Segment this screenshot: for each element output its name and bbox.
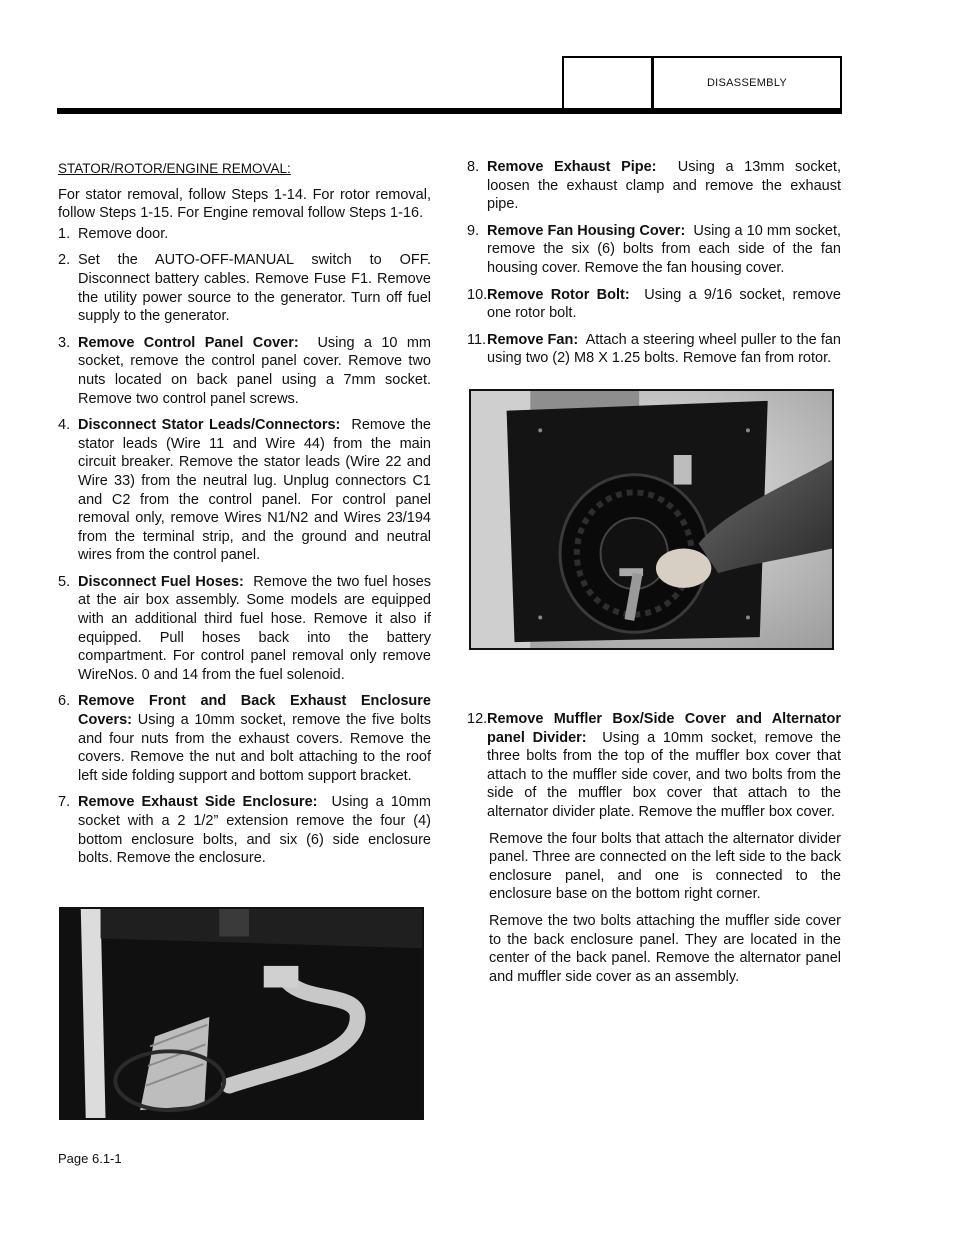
- step-text: Using a 10mm socket with a 2 1/2” extension remove the four (4) bottom enclosure bolts, and six (6) side enclosure bolts. Remove the enclosure.: [78, 794, 432, 867]
- step-text: Using a 13mm socket, loosen the exhaust clamp and remove the exhaust pipe.: [487, 159, 841, 213]
- step-text: Using a 10 mm socket, remove the six (6) bolts from each side of the fan housing cover. Remove the fan housing cover.: [487, 222, 842, 276]
- header-rule: [57, 108, 842, 114]
- step-text: Using a 10 mm socket, remove the control panel cover. Remove two nuts located on back panel using a 7mm socket. Remove two control panel screws.: [78, 334, 431, 407]
- step-7: [58, 793, 431, 867]
- step-text: Using a 10mm socket, remove the three bolts from the top of the muffler box cover that attach to the muffler side cover, and two bolts from the side of the muffler box cover that attach to the alternator divider plate. Remove the muffler box cover.: [487, 729, 841, 820]
- step-label: Remove Rotor Bolt:: [487, 286, 630, 303]
- step-body: [78, 251, 431, 325]
- step-4: [58, 416, 431, 565]
- step-8: [467, 158, 841, 214]
- step-2: [58, 251, 431, 325]
- step-label: Remove Exhaust Side Enclosure:: [78, 794, 318, 811]
- step-number: 12.: [467, 711, 488, 727]
- step-label: Disconnect Stator Leads/Connectors:: [78, 417, 341, 434]
- step-body: [78, 793, 431, 867]
- step-body: [487, 710, 841, 822]
- step-number: 9.: [467, 222, 480, 239]
- intro-paragraph: For stator removal, follow Steps 1-14. For rotor removal, follow Steps 1-15. For Engine removal follow Steps 1-16.: [58, 186, 431, 222]
- step-body: [487, 331, 841, 368]
- step-text: Remove door.: [78, 225, 169, 242]
- left-column: [58, 160, 431, 876]
- section-label: DISASSEMBLY: [706, 77, 788, 89]
- fan-removal-photo: [469, 389, 834, 650]
- step-label: Remove Fan:: [487, 331, 579, 348]
- step-number: 2.: [58, 252, 71, 269]
- step-number: 7.: [58, 794, 71, 811]
- step-3: [58, 334, 431, 408]
- header-section-box: [653, 56, 842, 108]
- step-text: Set the AUTO-OFF-MANUAL switch to OFF. Disconnect battery cables. Remove Fuse F1. Remove the utility power source to the generator. Turn off fuel supply to the generator.: [78, 252, 431, 325]
- right-column-lower: [467, 710, 841, 994]
- step-10: [467, 286, 841, 323]
- section-title: STATOR/ROTOR/ENGINE REMOVAL:: [58, 161, 291, 176]
- step-number: 8.: [467, 159, 480, 175]
- step-number: 10.: [467, 286, 488, 303]
- step-number: 4.: [58, 417, 71, 434]
- step-body: [78, 225, 431, 244]
- step-1: [58, 225, 431, 244]
- right-column: [467, 158, 841, 376]
- step-5: [58, 573, 431, 685]
- step-body: [487, 286, 841, 323]
- step-text: Using a 10mm socket, remove the five bolts and four nuts from the exhaust covers. Remove the covers. Remove the nut and bolt attaching to the roof left side folding support and bottom support bracket.: [78, 712, 431, 784]
- step-body: [78, 334, 431, 408]
- exhaust-pipe-photo: [59, 907, 424, 1120]
- step-number: 11.: [467, 331, 487, 348]
- step-body: [487, 158, 841, 214]
- step-12-paragraph-2: Remove the four bolts that attach the alternator divider panel. Three are connected on the left side to the back enclosure panel, and one is connected to the enclosure base on the bottom right corner.: [489, 830, 841, 903]
- step-body: [487, 222, 841, 278]
- step-6: [58, 692, 431, 785]
- step-label: Disconnect Fuel Hoses:: [78, 573, 244, 590]
- page-number: Page 6.1-1: [58, 1151, 122, 1166]
- step-text: Attach a steering wheel puller to the fan using two (2) M8 X 1.25 bolts. Remove fan from rotor.: [487, 331, 841, 367]
- step-number: 1.: [58, 225, 71, 242]
- header-left-box: [562, 56, 653, 108]
- step-12: [467, 710, 841, 822]
- step-number: 3.: [58, 334, 71, 351]
- step-label: Remove Fan Housing Cover:: [487, 222, 686, 239]
- step-9: [467, 222, 841, 278]
- step-body: [78, 416, 431, 565]
- step-11: [467, 331, 841, 368]
- step-text: Remove the two fuel hoses at the air box assembly. Some models are equipped with an additional third fuel hose. Remove it also if equipped. Pull hoses back into the battery compartment. For control panel removal only remove WireNos. 0 and 14 from the fuel solenoid.: [78, 573, 432, 683]
- step-number: 5.: [58, 573, 71, 590]
- step-number: 6.: [58, 693, 71, 710]
- step-body: [78, 692, 431, 785]
- step-text: Using a 9/16 socket, remove one rotor bolt.: [487, 286, 841, 322]
- step-label: Remove Exhaust Pipe:: [487, 159, 657, 175]
- step-12-paragraph-3: Remove the two bolts attaching the muffler side cover to the back enclosure panel. They are located in the center of the back panel. Remove the alternator panel and muffler side cover as an assembly.: [489, 912, 841, 985]
- step-label: Remove Front and Back Exhaust Enclosure Covers:: [78, 693, 431, 729]
- step-label: Remove Control Panel Cover:: [78, 334, 299, 351]
- step-label: Remove Muffler Box/Side Cover and Alternator panel Divider:: [487, 711, 841, 746]
- step-text: Remove the stator leads (Wire 11 and Wire 44) from the main circuit breaker. Remove the stator leads (Wire 22 and Wire 33) from the neutral lug. Unplug connectors C1 and C2 from the control panel. For control panel removal only, remove Wires N1/N2 and Wires 23/194 from the terminal strip, and the ground and neutral wires from the control panel.: [78, 417, 432, 564]
- step-body: [78, 573, 431, 685]
